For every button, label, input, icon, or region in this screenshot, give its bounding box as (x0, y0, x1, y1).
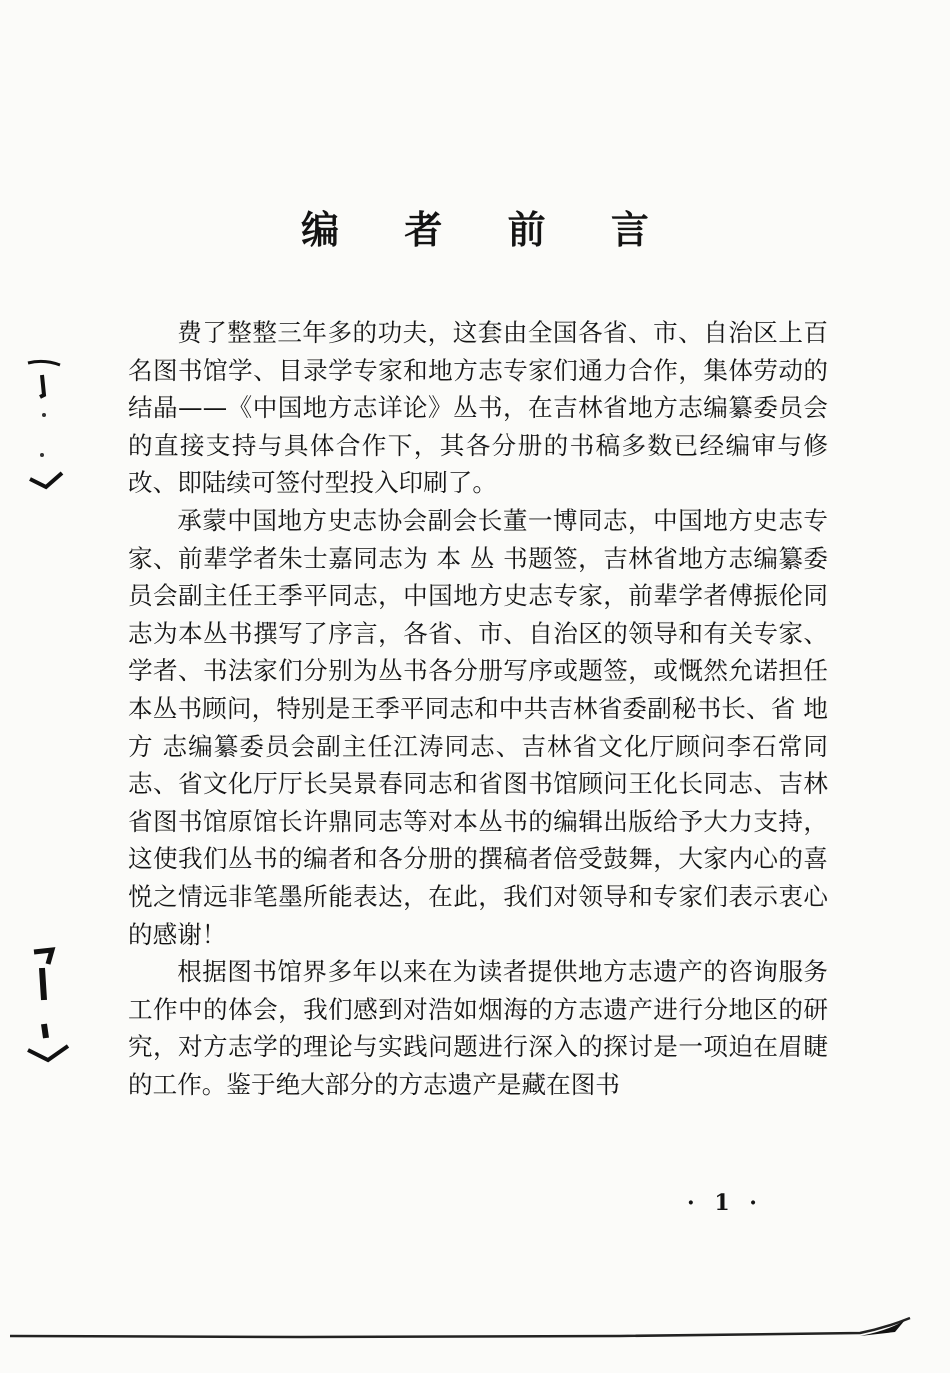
body-text (128, 314, 828, 1103)
binding-mark-bottom-icon (22, 940, 72, 1070)
binding-mark-top-icon (22, 355, 72, 495)
paragraph-3: 根据图书馆界多年以来在为读者提供地方志遗产的咨询服务工作中的体会，我们感到对浩如烟海的方志遗产进行分地区的研究，对方志学的理论与实践问题进行深入的探讨是一项迫在眉睫的工作。鉴于绝大部分的方志遗产是藏在图书 (128, 957, 828, 1099)
page-number: · 1 · (687, 1190, 763, 1216)
page-title: 编 者 前 言 (301, 207, 675, 252)
paragraph-2: 承蒙中国地方史志协会副会长董一博同志，中国地方史志专家、前辈学者朱士嘉同志为 本 丛 书题签，吉林省地方志编纂委员会副主任王季平同志，中国地方史志专家，前辈学者傅振伦同志为本丛书撰写了序言，各省、市、自治区的领导和有关专家、学者、书法家们分别为丛书各分册写序或题签，或慨然允诺担任本丛书顾问，特别是王季平同志和中共吉林省委副秘书长、省 地 方 志编纂委员会副主任江涛同志、吉林省文化厅顾问李石常同志、省文化厅厅长吴景春同志和省图书馆顾问王化长同志、吉林省图书馆原馆长许鼎同志等对本丛书的编辑出版给予大力支持，这使我们丛书的编者和各分册的撰稿者倍受鼓舞，大家内心的喜悦之情远非笔墨所能表达，在此，我们对领导和专家们表示衷心的感谢！ (128, 505, 828, 949)
scan-edge-line-icon (0, 1300, 950, 1340)
paragraph-1: 费了整整三年多的功夫，这套由全国各省、市、自治区上百名图书馆学、目录学专家和地方志专家们通力合作，集体劳动的结晶——《中国地方志详论》丛书，在吉林省地方志编纂委员会的直接支持与具体合作下，其各分册的书稿多数已经编审与修改、即陆续可签付型投入印刷了。 (128, 318, 828, 498)
